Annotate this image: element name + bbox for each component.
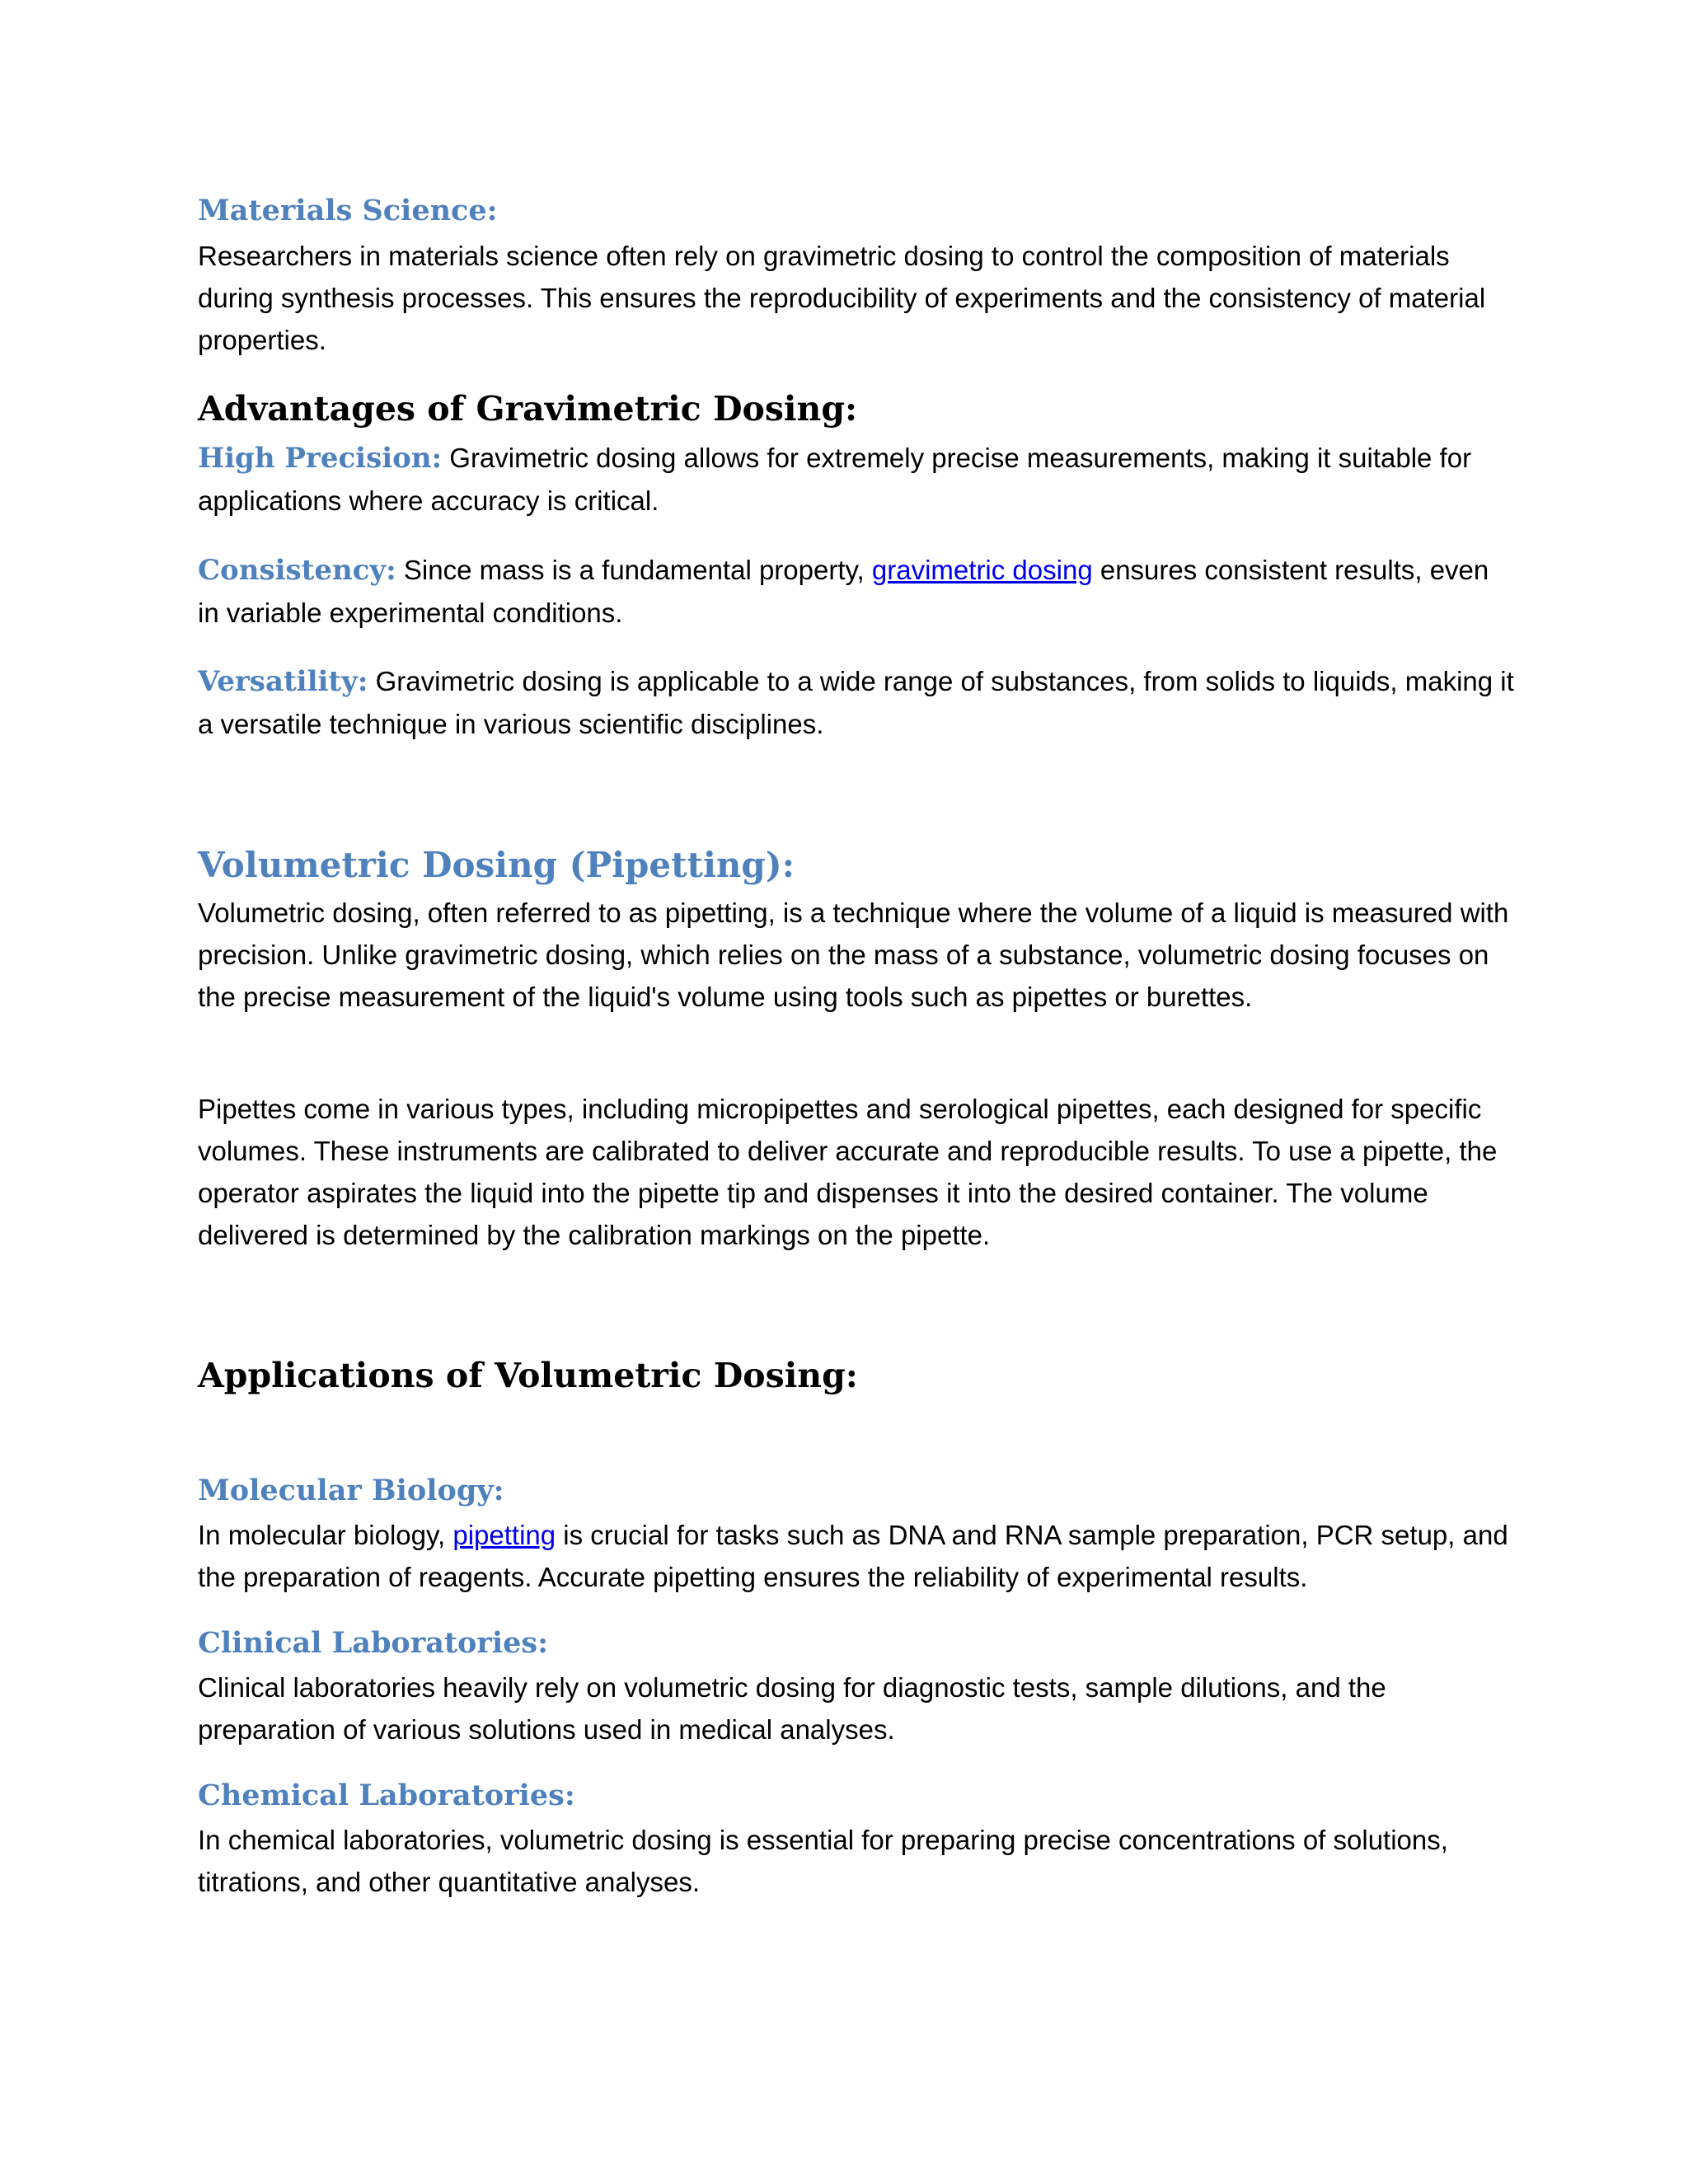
high-precision-paragraph <box>198 437 1517 522</box>
high-precision-label: High Precision: <box>198 442 443 475</box>
volumetric-paragraph-2: Pipettes come in various types, including micropipettes and serological pipettes, each designed for specific volumes. These instruments are calibrated to deliver accurate and reproducible results. To use a pipette, the operator aspirates the liquid into the pipette tip and dispenses it into the desired container. The volume delivered is determined by the calibration markings on the pipette. <box>198 1094 1498 1250</box>
molecular-biology-text-after: is crucial for tasks such as DNA and RNA sample preparation, PCR setup, and the preparation of reagents. Accurate pipetting ensures the reliability of experimental results. <box>198 1520 1508 1592</box>
consistency-text-after: ensures consistent results, even in variable experimental conditions. <box>198 555 1489 628</box>
materials-science-heading: Materials Science: <box>198 194 498 227</box>
versatility-paragraph <box>198 660 1517 745</box>
chemical-laboratories-text: In chemical laboratories, volumetric dosing is essential for preparing precise concentrations of solutions, titrations, and other quantitative analyses. <box>198 1825 1448 1897</box>
pipetting-link[interactable]: pipetting <box>452 1520 556 1550</box>
molecular-biology-heading: Molecular Biology: <box>198 1474 504 1507</box>
versatility-text: Gravimetric dosing is applicable to a wide range of substances, from solids to liquids, making it a versatile technique in various scientific disciplines. <box>198 666 1514 739</box>
materials-science-text: Researchers in materials science often rely on gravimetric dosing to control the composition of materials during synthesis processes. This ensures the reproducibility of experiments and the consistency of material properties. <box>198 241 1486 355</box>
versatility-label: Versatility: <box>198 665 368 698</box>
applications-heading: Applications of Volumetric Dosing: <box>198 1356 858 1395</box>
molecular-biology-text-before: In molecular biology, <box>198 1520 453 1550</box>
volumetric-paragraph-1: Volumetric dosing, often referred to as pipetting, is a technique where the volume of a liquid is measured with precision. Unlike gravimetric dosing, which relies on the mass of a substance, volumetric dosing focuses on the precise measurement of the liquid's volume using tools such as pipettes or burettes. <box>198 898 1509 1012</box>
consistency-text-before: Since mass is a fundamental property, <box>396 555 872 585</box>
consistency-paragraph <box>198 549 1517 634</box>
high-precision-text: Gravimetric dosing allows for extremely precise measurements, making it suitable for applications where accuracy is critical. <box>198 443 1472 516</box>
gravimetric-dosing-link[interactable]: gravimetric dosing <box>871 555 1093 585</box>
clinical-laboratories-heading: Clinical Laboratories: <box>198 1626 549 1660</box>
clinical-laboratories-text: Clinical laboratories heavily rely on volumetric dosing for diagnostic tests, sample dilutions, and the preparation of various solutions used in medical analyses. <box>198 1672 1386 1745</box>
molecular-biology-text <box>198 1514 1517 1598</box>
advantages-heading: Advantages of Gravimetric Dosing: <box>198 389 858 429</box>
consistency-label: Consistency: <box>198 554 396 587</box>
volumetric-heading: Volumetric Dosing (Pipetting): <box>198 845 795 885</box>
chemical-laboratories-heading: Chemical Laboratories: <box>198 1779 575 1812</box>
